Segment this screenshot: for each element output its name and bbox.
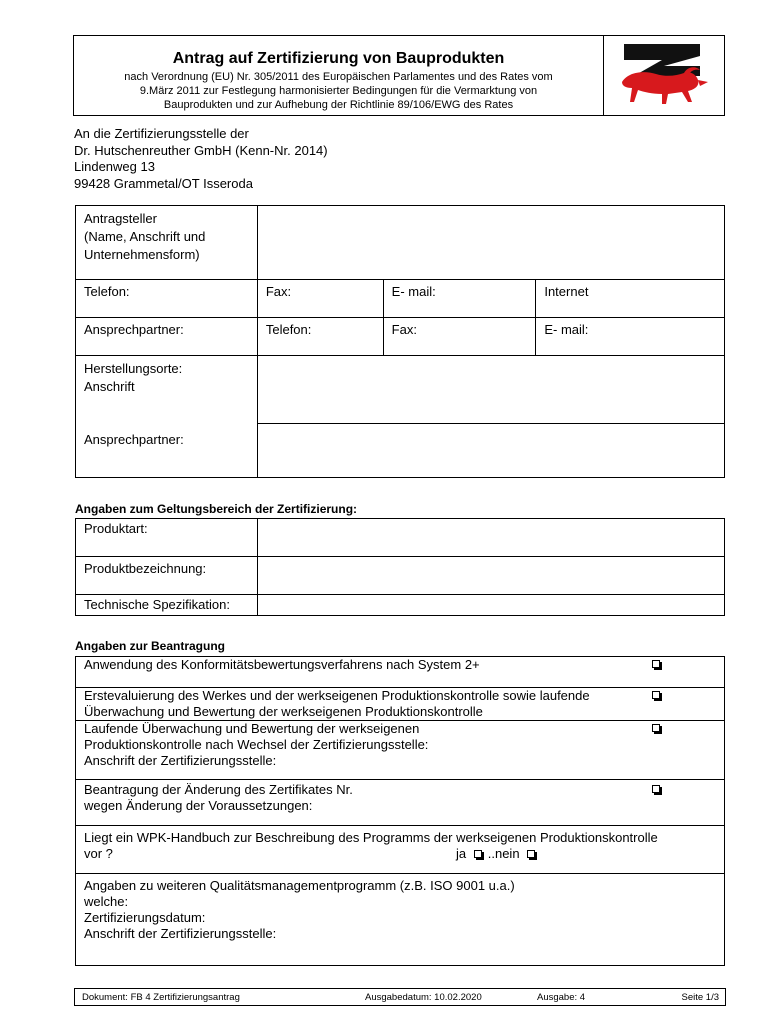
ansprechpartner-input[interactable] [257,424,724,478]
ansprechpartner-label: Ansprechpartner: [84,432,184,447]
request-row-text: Beantragung der Änderung des Zertifikates Nr. [84,782,353,797]
recipient-address [74,126,328,192]
footer-ausgabe: Ausgabe: 4 [537,992,586,1003]
anschrift-label: Anschrift [84,379,135,394]
address-line: An die Zertifizierungsstelle der [74,126,249,141]
request-row-text: Angaben zu weiteren Qualitätsmanagementprogramm (z.B. ISO 9001 u.a.) [84,878,515,893]
request-row-text: Produktionskontrolle nach Wechsel der Zertifizierungsstelle: [84,737,429,752]
checkbox-ja[interactable] [474,850,482,858]
scope-table [75,518,725,616]
email-cell[interactable] [383,280,536,318]
contact-email-label: E- mail: [544,322,589,337]
herstellungsorte-input[interactable] [257,356,724,424]
checkbox-nein[interactable] [527,850,535,858]
internet-label: Internet [544,284,589,299]
checkbox-erstevaluierung[interactable] [652,691,660,699]
checkbox-system[interactable] [652,660,660,668]
ja-label: ja [456,846,467,861]
applicant-table [75,205,725,478]
fax-label: Fax: [265,284,292,299]
contact-fax-label: Fax: [391,322,417,337]
nein-label: ..nein [487,846,520,861]
request-row-erstevaluierung [76,688,725,721]
ansprechpartner-cell[interactable] [76,318,258,356]
request-row-text: vor ? [84,846,113,861]
address-line: Lindenweg 13 [74,159,155,174]
footer-dokument: Dokument: FB 4 Zertifizierungsantrag [82,992,240,1003]
subtitle-line-1: nach Verordnung (EU) Nr. 305/2011 des Europäischen Parlamentes und des Rates vom [124,71,553,83]
bull-logo-icon [604,36,724,110]
footer-seite: Seite 1/3 [681,992,719,1003]
produktbezeichnung-label-cell [76,557,258,595]
antragsteller-label: Unternehmensform) [84,247,200,262]
request-row-text: wegen Änderung der Voraussetzungen: [84,798,313,813]
contact-telefon-cell[interactable] [257,318,383,356]
herstellungsorte-label: Herstellungsorte: [84,361,183,376]
request-row-text: Laufende Überwachung und Bewertung der werkseigenen [84,721,420,736]
request-row-aenderung [76,780,725,826]
antragsteller-label: (Name, Anschrift und [84,229,206,244]
telefon-cell[interactable] [76,280,258,318]
subtitle-line-3: Bauprodukten und zur Aufhebung der Richtlinie 89/106/EWG des Rates [163,99,514,111]
request-row-system [76,657,725,688]
header-text-cell [74,36,604,116]
request-row-text: Zertifizierungsdatum: [84,910,206,925]
address-line: 99428 Grammetal/OT Isseroda [74,175,253,191]
header-box [73,35,725,116]
document-footer [74,988,726,1006]
request-heading: Angaben zur Beantragung [75,639,226,653]
produktart-input[interactable] [257,519,724,557]
footer-ausgabedatum: Ausgabedatum: 10.02.2020 [365,992,482,1003]
request-row-text: Anwendung des Konformitätsbewertungsverfahrens nach System 2+ [84,657,480,672]
logo-cell [604,36,725,116]
technische-label-cell [76,595,258,616]
request-row-text: Liegt ein WPK-Handbuch zur Beschreibung des Programms der werkseigenen Produktionskontrolle [84,830,658,845]
request-row-wpk [76,826,725,874]
request-row-qm[interactable] [76,874,725,966]
produktbezeichnung-label: Produktbezeichnung: [84,561,207,576]
subtitle-line-2: 9.März 2011 zur Festlegung harmonisierter Bedingungen für die Vermarktung von [139,85,538,97]
contact-fax-cell[interactable] [383,318,536,356]
request-row-text: Überwachung und Bewertung der werkseigenen Produktionskontrolle [84,704,483,719]
telefon-label: Telefon: [84,284,130,299]
checkbox-aenderung[interactable] [652,785,660,793]
request-table [75,656,725,966]
antragsteller-label: Antragsteller [84,211,157,226]
produktart-label-cell [76,519,258,557]
address-line: Dr. Hutschenreuther GmbH (Kenn-Nr. 2014) [74,142,328,158]
request-row-text: Erstevaluierung des Werkes und der werkseigenen Produktionskontrolle sowie laufende [84,688,590,703]
request-row-text: Anschrift der Zertifizierungsstelle: [84,753,277,768]
ansprechpartner-label: Ansprechpartner: [84,322,184,337]
antragsteller-input[interactable] [257,206,724,280]
fax-cell[interactable] [257,280,383,318]
internet-cell[interactable] [536,280,725,318]
request-row-laufende [76,721,725,780]
produktbezeichnung-input[interactable] [257,557,724,595]
request-row-text: welche: [84,894,129,909]
checkbox-laufende[interactable] [652,724,660,732]
scope-heading: Angaben zum Geltungsbereich der Zertifizierung: [75,502,358,516]
produktart-label: Produktart: [84,521,148,536]
technische-input[interactable] [257,595,724,616]
herstellungsorte-label-cell [76,356,258,478]
request-row-text: Anschrift der Zertifizierungsstelle: [84,926,277,941]
page-title: Antrag auf Zertifizierung von Bauprodukten [172,50,505,67]
email-label: E- mail: [391,284,436,299]
antragsteller-label-cell [76,206,258,280]
contact-telefon-label: Telefon: [265,322,312,337]
ja-nein-options [456,846,535,862]
technische-label: Technische Spezifikation: [84,597,230,612]
contact-email-cell[interactable] [536,318,725,356]
